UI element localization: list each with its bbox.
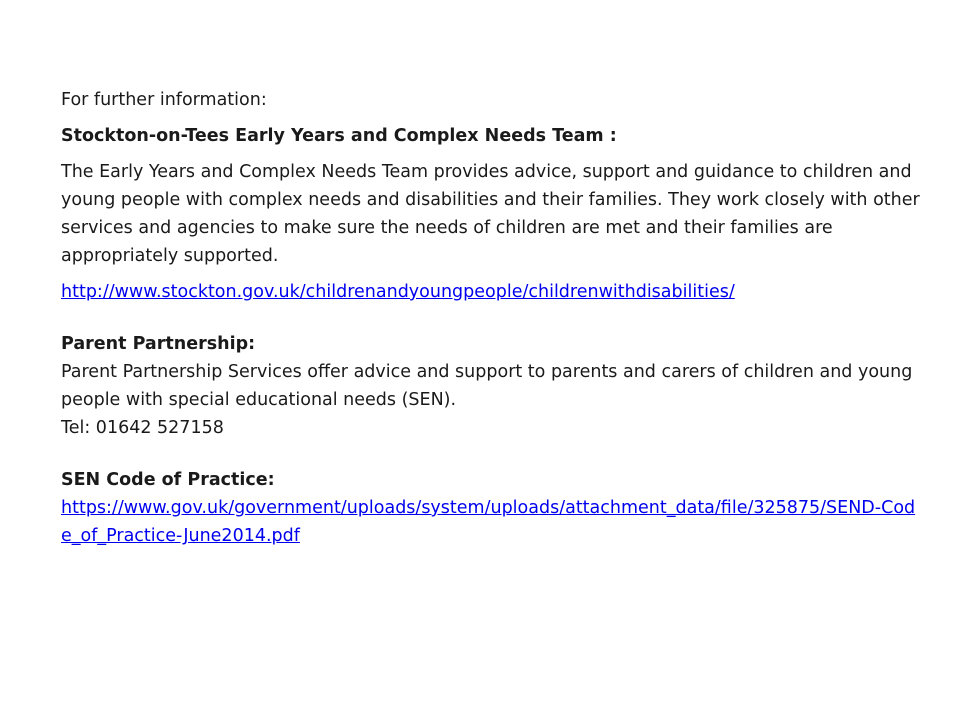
slide-content [61,86,921,550]
parent-partnership-description: Parent Partnership Services offer advice and support to parents and carers of children and young people with special educational needs (SEN). [61,362,913,410]
parent-partnership-tel: Tel: 01642 527158 [61,418,224,438]
sen-code-heading: SEN Code of Practice: [61,470,275,490]
intro-text: For further information: [61,90,267,110]
stockton-link[interactable]: http://www.stockton.gov.uk/childrenandyoungpeople/childrenwithdisabilities/ [61,282,735,302]
stockton-heading: Stockton-on-Tees Early Years and Complex Needs Team : [61,126,617,146]
parent-partnership-heading: Parent Partnership: [61,334,256,354]
stockton-description: The Early Years and Complex Needs Team provides advice, support and guidance to children and young people with complex needs and disabilities and their families. They work closely with other services and agencies to make sure the needs of children are met and their families are appropriately supported. [61,162,920,266]
sen-code-link[interactable]: https://www.gov.uk/government/uploads/system/uploads/attachment_data/file/325875/SEND-Code_of_Practice-June2014.pdf [61,498,916,546]
